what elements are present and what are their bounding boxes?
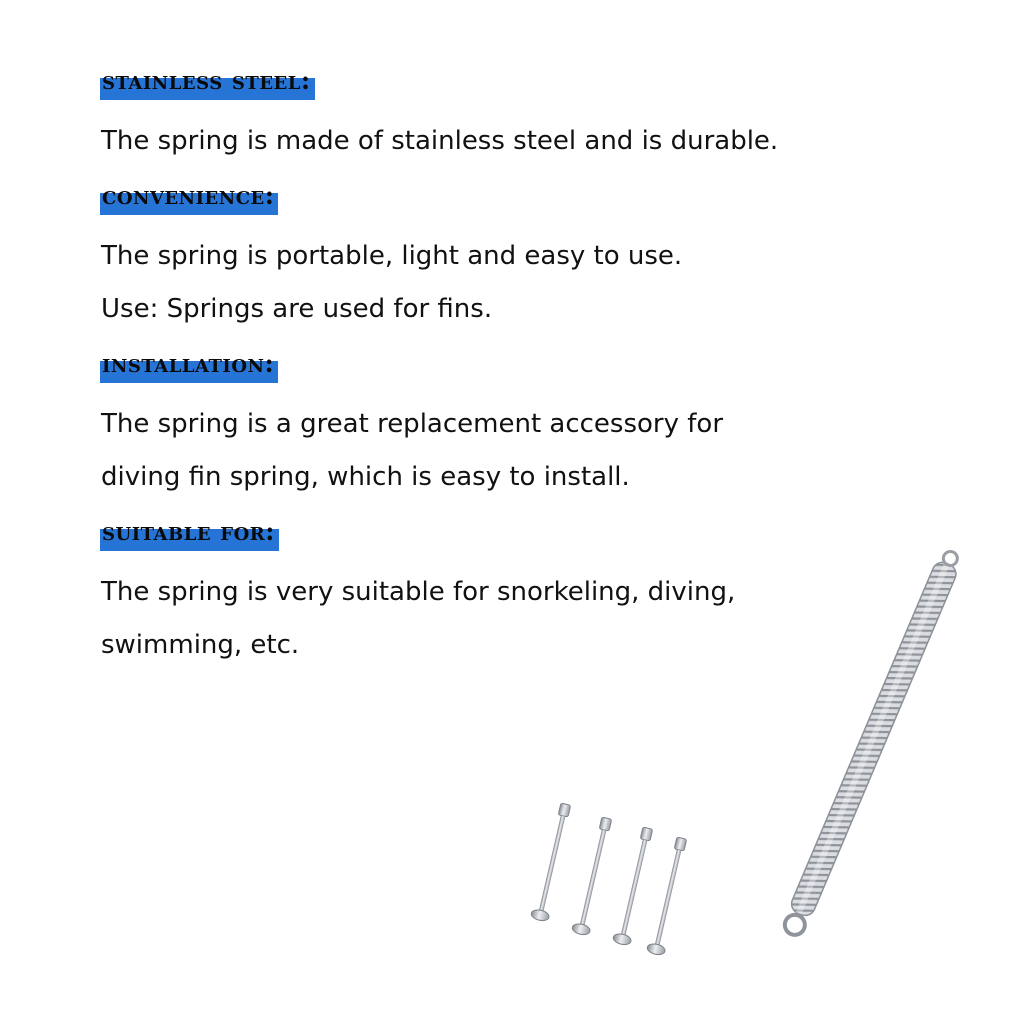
heading-installation: installation: <box>100 345 278 383</box>
text-stainless-steel-1: The spring is made of stainless steel and is durable. <box>101 126 779 156</box>
text-convenience-2: Use: Springs are used for fins. <box>101 294 493 324</box>
pin-1 <box>530 802 574 922</box>
spring <box>780 547 964 938</box>
text-installation-2: diving fin spring, which is easy to install. <box>101 462 630 492</box>
spring-and-pins-icon <box>500 540 980 980</box>
heading-stainless-steel: stainless steel: <box>100 62 315 100</box>
pin-4 <box>646 836 690 956</box>
text-convenience-1: The spring is portable, light and easy to use. <box>101 241 683 271</box>
text-installation-1: The spring is a great replacement accessory for <box>101 409 724 439</box>
heading-convenience: convenience: <box>100 177 278 215</box>
heading-suitable-for: suitable for: <box>100 513 279 551</box>
text-suitable-for-1: The spring is very suitable for snorkeling, diving, <box>101 577 736 607</box>
pin-3 <box>612 826 656 946</box>
text-suitable-for-2: swimming, etc. <box>101 630 300 660</box>
pin-2 <box>571 816 615 936</box>
